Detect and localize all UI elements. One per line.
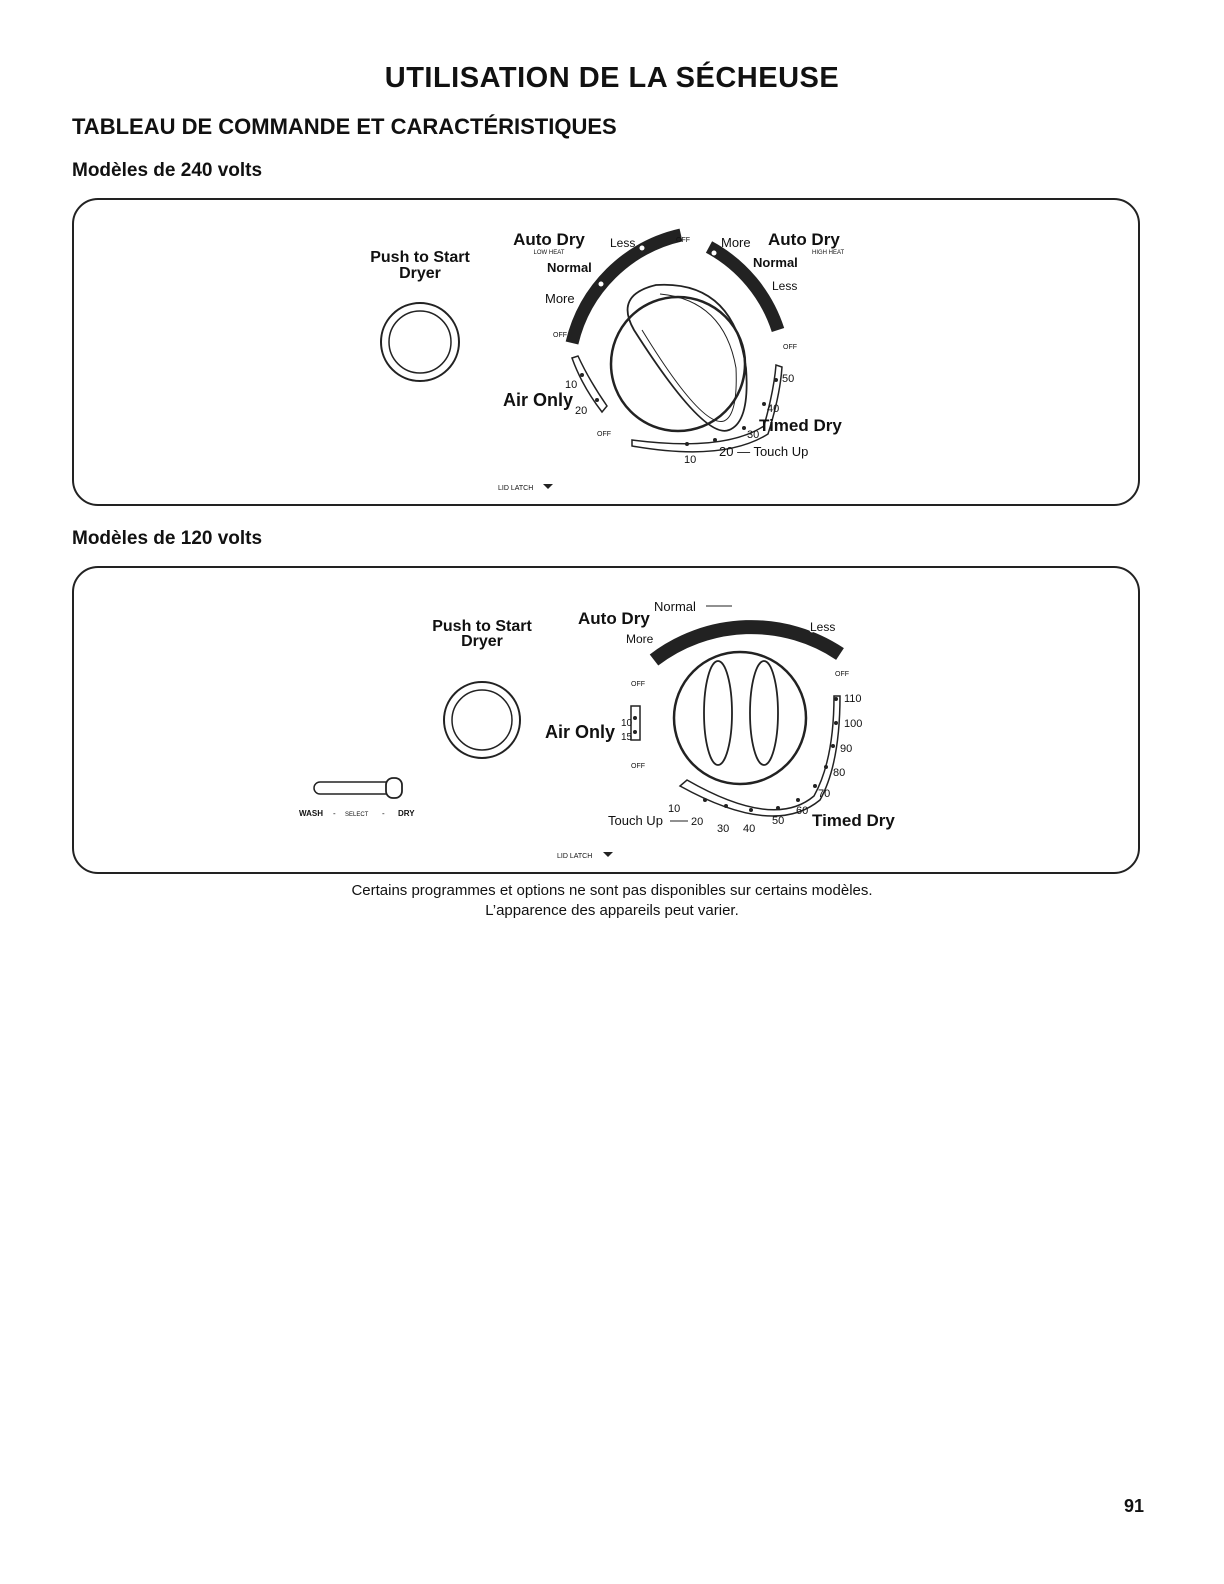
- triangle-down-icon: [603, 852, 613, 857]
- dryer-label: Dryer: [399, 265, 441, 282]
- air-only-scale: [631, 706, 640, 740]
- air-20-label: 20: [575, 405, 588, 417]
- dot: [595, 398, 599, 402]
- low-heat-label: LOW HEAT: [533, 250, 565, 256]
- control-panel-120v: [72, 566, 1140, 874]
- timed-dry-label: Timed Dry: [812, 811, 895, 830]
- off-lower-label: OFF: [631, 763, 645, 770]
- push-button-icon[interactable]: [381, 303, 459, 381]
- dot: [796, 798, 800, 802]
- triangle-down-icon: [543, 484, 553, 489]
- dash: -: [333, 809, 336, 818]
- off-right-label: OFF: [783, 344, 797, 351]
- slide-switch-icon[interactable]: [314, 778, 402, 798]
- timed-40-label: 40: [743, 823, 756, 835]
- timed-50-label: 50: [772, 815, 785, 827]
- air-15-label: 15: [621, 732, 633, 743]
- dot: [749, 808, 753, 812]
- off-bottom-label: OFF: [597, 431, 611, 438]
- normal-left-label: Normal: [547, 260, 592, 275]
- high-heat-label: HIGH HEAT: [812, 250, 845, 256]
- panel-120v-drawing: [74, 568, 1142, 876]
- dot: [712, 251, 717, 256]
- air-10-label: 10: [621, 718, 633, 729]
- select-label: SELECT: [345, 812, 369, 818]
- timed-90-label: 90: [840, 743, 853, 755]
- push-button-icon[interactable]: [444, 682, 520, 758]
- footnote: [0, 881, 1224, 921]
- dot: [580, 373, 584, 377]
- dry-label: DRY: [398, 809, 415, 818]
- timed-dry-label: Timed Dry: [759, 416, 842, 435]
- normal-right-label: Normal: [753, 255, 798, 270]
- heading-120v: Modèles de 120 volts: [72, 528, 263, 549]
- page-number: 91: [1124, 1496, 1145, 1516]
- timed-30-label: 30: [747, 429, 760, 441]
- more-right-label: More: [721, 235, 751, 250]
- air-10-label: 10: [565, 379, 578, 391]
- timed-40-label: 40: [767, 403, 780, 415]
- auto-dry-high-label: Auto Dry: [768, 230, 840, 249]
- lid-latch-label: LID LATCH: [498, 485, 534, 492]
- less-right-label: Less: [772, 279, 798, 293]
- timed-30-label: 30: [717, 823, 730, 835]
- touch-up-label: 20 — Touch Up: [719, 444, 809, 459]
- dot: [633, 716, 637, 720]
- less-left-label: Less: [610, 236, 636, 250]
- timed-110-label: 110: [844, 693, 862, 705]
- dot: [831, 744, 835, 748]
- dot: [599, 282, 604, 287]
- dot: [834, 721, 838, 725]
- push-to-start-label: Push to Start: [432, 618, 532, 635]
- section-heading: TABLEAU DE COMMANDE ET CARACTÉRISTIQUES: [72, 114, 617, 139]
- dot: [834, 697, 838, 701]
- off-top-label: OFF: [676, 237, 690, 244]
- auto-dry-label: Auto Dry: [578, 609, 650, 628]
- push-to-start-label: Push to Start: [370, 249, 470, 266]
- auto-dry-low-label: Auto Dry: [513, 230, 585, 249]
- page-title: UTILISATION DE LA SÉCHEUSE: [384, 62, 840, 94]
- panel-240v-drawing: [74, 200, 1142, 508]
- footnote-line-2: L’apparence des appareils peut varier.: [485, 902, 739, 919]
- more-label: More: [626, 632, 654, 646]
- timed-70-label: 70: [818, 788, 831, 800]
- timed-60-label: 60: [796, 805, 809, 817]
- more-left-label: More: [545, 291, 575, 306]
- dash: -: [382, 809, 385, 818]
- dot: [640, 246, 645, 251]
- dot: [732, 612, 737, 617]
- air-only-label: Air Only: [503, 390, 574, 410]
- touch-up-label: Touch Up: [608, 813, 663, 828]
- timed-10-label: 10: [668, 803, 681, 815]
- air-only-label: Air Only: [545, 722, 616, 742]
- control-knob-icon[interactable]: [674, 652, 806, 784]
- control-knob-icon[interactable]: [611, 285, 747, 431]
- timed-20-label: 20: [691, 816, 704, 828]
- control-panel-240v: [72, 198, 1140, 506]
- heading-240v: Modèles de 240 volts: [72, 160, 263, 181]
- less-label: Less: [810, 620, 836, 634]
- off-left-label: OFF: [553, 332, 567, 339]
- dot: [685, 442, 689, 446]
- timed-50-label: 50: [782, 373, 795, 385]
- dot: [713, 438, 717, 442]
- dot: [703, 798, 707, 802]
- dot: [824, 765, 828, 769]
- footnote-line-1: Certains programmes et options ne sont pas disponibles sur certains modèles.: [351, 882, 873, 899]
- air-only-scale: [572, 356, 607, 412]
- timed-100-label: 100: [844, 718, 863, 730]
- timed-10-label: 10: [684, 454, 697, 466]
- dot: [633, 730, 637, 734]
- timed-80-label: 80: [833, 767, 846, 779]
- dot: [774, 378, 778, 382]
- dot: [724, 804, 728, 808]
- lid-latch-label: LID LATCH: [557, 853, 593, 860]
- dot: [813, 784, 817, 788]
- dot: [776, 806, 780, 810]
- wash-label: WASH: [299, 809, 323, 818]
- normal-label: Normal: [654, 599, 696, 614]
- off-left-label: OFF: [631, 681, 645, 688]
- dot: [742, 426, 746, 430]
- dot: [762, 402, 766, 406]
- dryer-label: Dryer: [461, 633, 503, 650]
- off-right-label: OFF: [835, 671, 849, 678]
